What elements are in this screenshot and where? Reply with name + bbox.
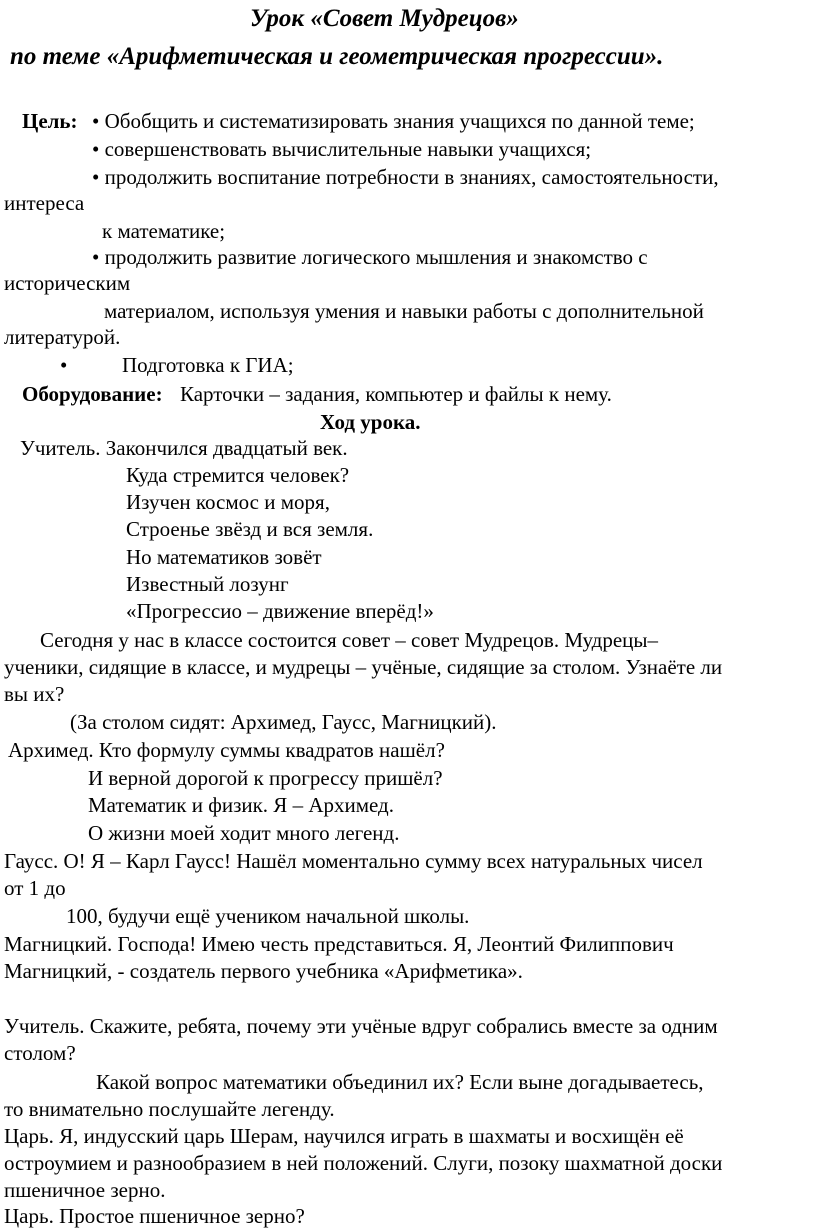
title-line-1: Урок «Совет Мудрецов» (250, 5, 519, 32)
bullet-item-gia: Подготовка к ГИА; (122, 353, 294, 377)
text-line: Известный лозунг (126, 572, 289, 596)
goal-label: Цель: (22, 109, 78, 133)
goal-item-4-cont2: материалом, используя умения и навыки работы с дополнительной (104, 299, 704, 323)
text-line: О жизни моей ходит много легенд. (88, 821, 400, 845)
text-line: (За столом сидят: Архимед, Гаусс, Магницкий). (70, 710, 497, 734)
text-line: Магницкий, - создатель первого учебника «Арифметика». (4, 959, 523, 983)
text-line: Учитель. Скажите, ребята, почему эти учёные вдруг собрались вместе за одним (4, 1014, 718, 1038)
text-line: ученики, сидящие в классе, и мудрецы – учёные, сидящие за столом. Узнаёте ли (4, 655, 723, 679)
text-line: Математик и физик. Я – Архимед. (88, 793, 394, 817)
equipment-text: Карточки – задания, компьютер и файлы к нему. (180, 382, 612, 406)
text-line: Но математиков зовёт (126, 545, 322, 569)
text-line: от 1 до (4, 876, 66, 900)
text-line: столом? (4, 1041, 76, 1065)
text-line: Изучен космос и моря, (126, 490, 330, 514)
goal-item-3: • продолжить воспитание потребности в знаниях, самостоятельности, (92, 165, 719, 189)
text-line: Сегодня у нас в классе состоится совет – совет Мудрецов. Мудрецы– (40, 628, 659, 652)
text-line: Гаусс. О! Я – Карл Гаусс! Нашёл моментально сумму всех натуральных чисел (4, 849, 703, 873)
text-line: Куда стремится человек? (126, 463, 350, 487)
text-line: И верной дорогой к прогрессу пришёл? (88, 766, 443, 790)
text-line: пшеничное зерно. (4, 1178, 166, 1202)
bullet-symbol: • (60, 353, 68, 377)
text-line: 100, будучи ещё учеником начальной школы. (66, 904, 470, 928)
text-line: остроумием и разнообразием в ней положений. Слуги, позоку шахматной доски (4, 1151, 723, 1175)
goal-item-4: • продолжить развитие логического мышления и знакомство с (92, 245, 648, 269)
goal-item-4-cont: историческим (4, 271, 131, 295)
goal-item-2: • совершенствовать вычислительные навыки учащихся; (92, 137, 592, 161)
text-line: Учитель. Закончился двадцатый век. (20, 436, 348, 460)
goal-item-1: • Обобщить и систематизировать знания учащихся по данной теме; (92, 109, 695, 133)
text-line: Царь. Простое пшеничное зерно? (4, 1204, 305, 1228)
title-line-2: по теме «Арифметическая и геометрическая прогрессии». (10, 43, 664, 70)
equipment-label: Оборудование: (22, 382, 163, 406)
goal-item-3-cont2: к математике; (102, 219, 226, 243)
text-line: Магницкий. Господа! Имею честь представиться. Я, Леонтий Филиппович (4, 932, 674, 956)
text-line: Какой вопрос математики объединил их? Если выне догадываетесь, (96, 1070, 704, 1094)
text-line: Архимед. Кто формулу суммы квадратов нашёл? (8, 738, 445, 762)
text-line: Строенье звёзд и вся земля. (126, 517, 374, 541)
text-line: Царь. Я, индусский царь Шерам, научился играть в шахматы и восхищён её (4, 1124, 684, 1148)
text-line: то внимательно послушайте легенду. (4, 1097, 335, 1121)
text-line: «Прогрессио – движение вперёд!» (126, 599, 434, 623)
goal-item-4-cont3: литературой. (4, 325, 121, 349)
lesson-heading: Ход урока. (320, 410, 421, 434)
goal-item-3-cont: интереса (4, 191, 85, 215)
text-line: вы их? (4, 682, 65, 706)
